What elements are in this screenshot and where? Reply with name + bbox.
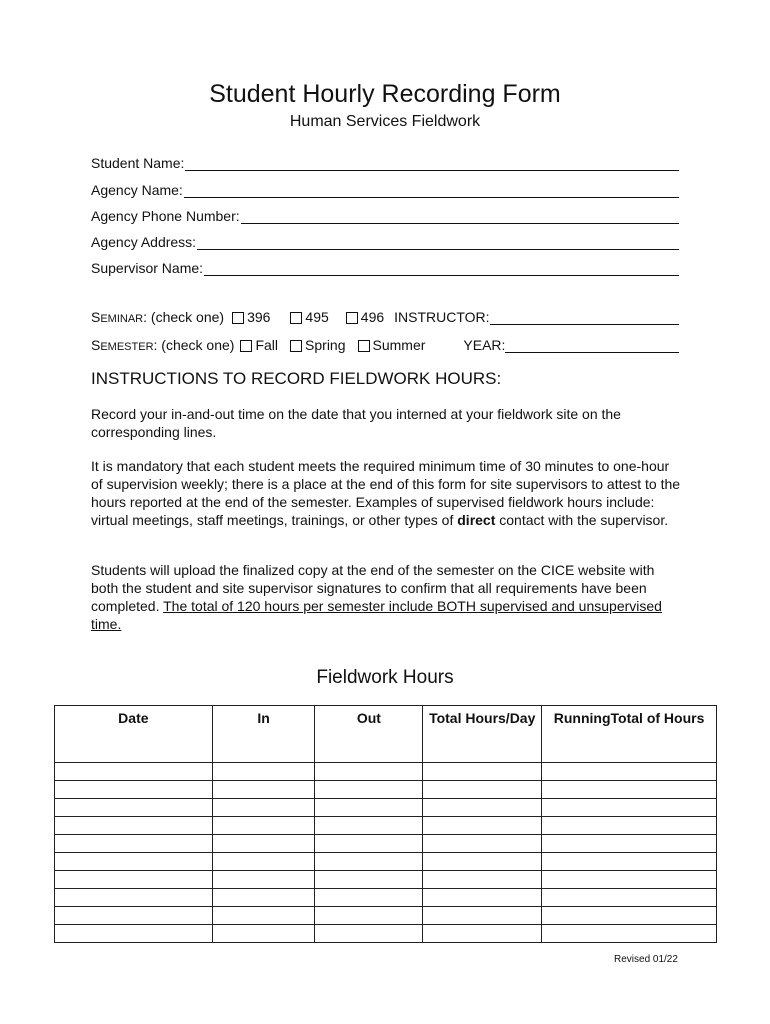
total-hours-note: The total of 120 hours per semester include BOTH supervised and unsupervised time. xyxy=(91,598,662,632)
table-cell[interactable] xyxy=(315,763,423,781)
table-cell[interactable] xyxy=(212,907,315,925)
table-cell[interactable] xyxy=(542,889,717,907)
agency-address-line[interactable] xyxy=(197,235,679,250)
fieldwork-hours-table xyxy=(54,705,717,943)
table-cell[interactable] xyxy=(423,799,542,817)
table-cell[interactable] xyxy=(212,781,315,799)
table-cell[interactable] xyxy=(542,871,717,889)
semester-summer-label: Summer xyxy=(372,337,426,353)
agency-name-field[interactable] xyxy=(91,180,679,198)
table-cell[interactable] xyxy=(55,907,213,925)
table-cell[interactable] xyxy=(55,763,213,781)
semester-row xyxy=(91,335,679,353)
table-cell[interactable] xyxy=(55,781,213,799)
table-cell[interactable] xyxy=(423,835,542,853)
agency-phone-label: Agency Phone Number: xyxy=(91,208,240,224)
agency-phone-field[interactable] xyxy=(91,206,679,224)
table-cell[interactable] xyxy=(212,835,315,853)
table-row xyxy=(55,781,717,799)
table-cell[interactable] xyxy=(212,925,315,943)
table-cell[interactable] xyxy=(315,817,423,835)
table-cell[interactable] xyxy=(212,871,315,889)
seminar-396-label: 396 xyxy=(247,309,271,325)
column-header-in: In xyxy=(212,706,315,763)
semester-spring-checkbox[interactable] xyxy=(290,340,302,352)
table-row xyxy=(55,799,717,817)
table-cell[interactable] xyxy=(315,853,423,871)
supervisor-name-label: Supervisor Name: xyxy=(91,260,204,276)
supervisor-name-line[interactable] xyxy=(204,261,679,276)
semester-summer-checkbox[interactable] xyxy=(358,340,370,352)
table-cell[interactable] xyxy=(542,835,717,853)
table-cell[interactable] xyxy=(315,889,423,907)
table-cell[interactable] xyxy=(542,925,717,943)
table-cell[interactable] xyxy=(55,799,213,817)
table-cell[interactable] xyxy=(315,925,423,943)
seminar-496-checkbox[interactable] xyxy=(346,312,358,324)
table-cell[interactable] xyxy=(542,817,717,835)
student-name-label: Student Name: xyxy=(91,155,185,171)
table-row xyxy=(55,763,717,781)
agency-phone-line[interactable] xyxy=(241,209,679,224)
semester-spring-label: Spring xyxy=(305,337,346,353)
table-row xyxy=(55,871,717,889)
instructor-line[interactable] xyxy=(490,310,679,325)
agency-address-label: Agency Address: xyxy=(91,234,197,250)
table-row xyxy=(55,889,717,907)
table-cell[interactable] xyxy=(315,907,423,925)
seminar-495-label: 495 xyxy=(305,309,329,325)
year-line[interactable] xyxy=(505,338,679,353)
table-row xyxy=(55,835,717,853)
table-cell[interactable] xyxy=(315,781,423,799)
table-cell[interactable] xyxy=(55,835,213,853)
student-name-line[interactable] xyxy=(185,156,679,171)
table-cell[interactable] xyxy=(55,889,213,907)
page-title: Student Hourly Recording Form xyxy=(209,80,561,108)
seminar-495-checkbox[interactable] xyxy=(290,312,302,324)
semester-label: SEMESTER: (check one) xyxy=(91,337,235,353)
table-cell[interactable] xyxy=(212,799,315,817)
supervisor-name-field[interactable] xyxy=(91,258,679,276)
table-cell[interactable] xyxy=(315,835,423,853)
table-header-row xyxy=(55,706,717,763)
student-name-field[interactable] xyxy=(91,153,679,171)
table-cell[interactable] xyxy=(423,925,542,943)
seminar-496-label: 496 xyxy=(360,309,385,325)
direct-emphasis: direct xyxy=(457,512,496,528)
table-cell[interactable] xyxy=(542,799,717,817)
table-cell[interactable] xyxy=(315,871,423,889)
seminar-396-checkbox[interactable] xyxy=(232,312,244,324)
table-cell[interactable] xyxy=(423,871,542,889)
table-cell[interactable] xyxy=(55,925,213,943)
column-header-running-total: RunningTotal of Hours xyxy=(542,706,717,763)
semester-fall-label: Fall xyxy=(255,337,279,353)
table-cell[interactable] xyxy=(423,907,542,925)
table-cell[interactable] xyxy=(423,817,542,835)
table-row xyxy=(55,907,717,925)
table-cell[interactable] xyxy=(212,853,315,871)
revision-note: Revised 01/22 xyxy=(614,954,678,965)
table-cell[interactable] xyxy=(212,763,315,781)
seminar-label: SEMINAR: (check one) xyxy=(91,309,225,325)
table-cell[interactable] xyxy=(212,889,315,907)
seminar-row xyxy=(91,307,679,325)
agency-address-field[interactable] xyxy=(91,232,679,250)
table-cell[interactable] xyxy=(542,763,717,781)
table-row xyxy=(55,853,717,871)
table-cell[interactable] xyxy=(542,853,717,871)
table-cell[interactable] xyxy=(423,781,542,799)
table-row xyxy=(55,817,717,835)
agency-name-line[interactable] xyxy=(184,183,679,198)
table-cell[interactable] xyxy=(423,763,542,781)
table-cell[interactable] xyxy=(55,871,213,889)
column-header-total-hours: Total Hours/Day xyxy=(423,706,542,763)
table-cell[interactable] xyxy=(542,907,717,925)
instructor-label: INSTRUCTOR: xyxy=(394,309,490,325)
instructions-paragraph-1: Record your in-and-out time on the date that you interned at your fieldwork site on the corresponding lines. xyxy=(91,406,621,440)
agency-name-label: Agency Name: xyxy=(91,182,183,198)
column-header-date: Date xyxy=(55,706,213,763)
page-subtitle: Human Services Fieldwork xyxy=(289,113,481,130)
table-cell[interactable] xyxy=(55,817,213,835)
fieldwork-hours-title: Fieldwork Hours xyxy=(316,667,454,688)
table-cell[interactable] xyxy=(315,799,423,817)
table-cell[interactable] xyxy=(55,853,213,871)
instructions-heading: INSTRUCTIONS TO RECORD FIELDWORK HOURS: xyxy=(91,369,502,388)
instructions-paragraph-3: Students will upload the finalized copy at the end of the semester on the CICE website with both the student and site supervisor signatures to confirm that all requirements have been completed. The total of 120 hours per semester include BOTH supervised and unsupervised time. xyxy=(91,562,662,632)
year-label: YEAR: xyxy=(463,337,506,353)
table-cell[interactable] xyxy=(542,781,717,799)
column-header-out: Out xyxy=(315,706,423,763)
semester-fall-checkbox[interactable] xyxy=(240,340,252,352)
table-row xyxy=(55,925,717,943)
table-cell[interactable] xyxy=(212,817,315,835)
table-cell[interactable] xyxy=(423,853,542,871)
instructions-paragraph-2: It is mandatory that each student meets the required minimum time of 30 minutes to one-hour of supervision weekly; there is a place at the end of this form for site supervisors to attest to the hours reported at the end of the semester. Examples of supervised fieldwork hours include: virtual meetings, staff meetings, trainings, or other types of direct contact with the supervisor. xyxy=(91,458,681,528)
table-cell[interactable] xyxy=(423,889,542,907)
